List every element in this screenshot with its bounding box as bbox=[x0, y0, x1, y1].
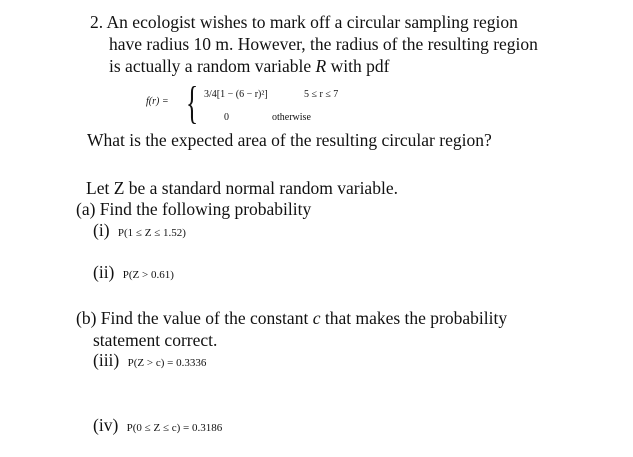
part-b-line-1-post: that makes the probability bbox=[320, 308, 508, 328]
pdf-lhs: f(r) = bbox=[146, 96, 169, 107]
item-iii bbox=[93, 350, 206, 373]
item-iv bbox=[93, 415, 222, 438]
problem-2-line-3-post: with pdf bbox=[326, 56, 390, 76]
pdf-case-2-expr: 0 bbox=[224, 112, 229, 123]
item-i-label: (i) bbox=[93, 220, 110, 240]
problem-2-line-3 bbox=[109, 56, 389, 76]
item-ii-expression: P(Z > 0.61) bbox=[122, 269, 174, 281]
pdf-case-2-cond: otherwise bbox=[272, 112, 311, 123]
variable-r: R bbox=[315, 56, 327, 76]
constant-c: c bbox=[312, 308, 321, 328]
item-ii-label: (ii) bbox=[93, 262, 115, 282]
pdf-brace: { bbox=[186, 77, 199, 128]
problem-2-line-3-pre: is actually a random variable bbox=[109, 56, 316, 76]
part-a-heading: (a) Find the following probability bbox=[76, 199, 312, 219]
part-b-line-1-pre: (b) Find the value of the constant bbox=[76, 308, 313, 328]
item-i bbox=[93, 220, 186, 243]
problem-3-intro: Let Z be a standard normal random variable. bbox=[86, 178, 398, 198]
problem-2-line-2: have radius 10 m. However, the radius of the resulting region bbox=[109, 34, 538, 54]
problem-2-question: What is the expected area of the resulting circular region? bbox=[87, 130, 492, 150]
item-iv-expression: P(0 ≤ Z ≤ c) = 0.3186 bbox=[126, 422, 223, 434]
pdf-case-1-cond: 5 ≤ r ≤ 7 bbox=[304, 89, 339, 100]
item-iii-label: (iii) bbox=[93, 350, 120, 370]
item-ii bbox=[93, 262, 174, 285]
part-b-line-2: statement correct. bbox=[93, 330, 218, 350]
item-iv-label: (iv) bbox=[93, 415, 119, 435]
pdf-definition bbox=[146, 77, 386, 128]
item-iii-expression: P(Z > c) = 0.3336 bbox=[127, 357, 207, 369]
part-b-line-1 bbox=[76, 308, 507, 328]
pdf-case-1-expr: 3/4[1 − (6 − r)²] bbox=[204, 89, 268, 100]
item-i-expression: P(1 ≤ Z ≤ 1.52) bbox=[117, 227, 186, 239]
problem-2-line-1: 2. An ecologist wishes to mark off a circular sampling region bbox=[90, 12, 518, 32]
